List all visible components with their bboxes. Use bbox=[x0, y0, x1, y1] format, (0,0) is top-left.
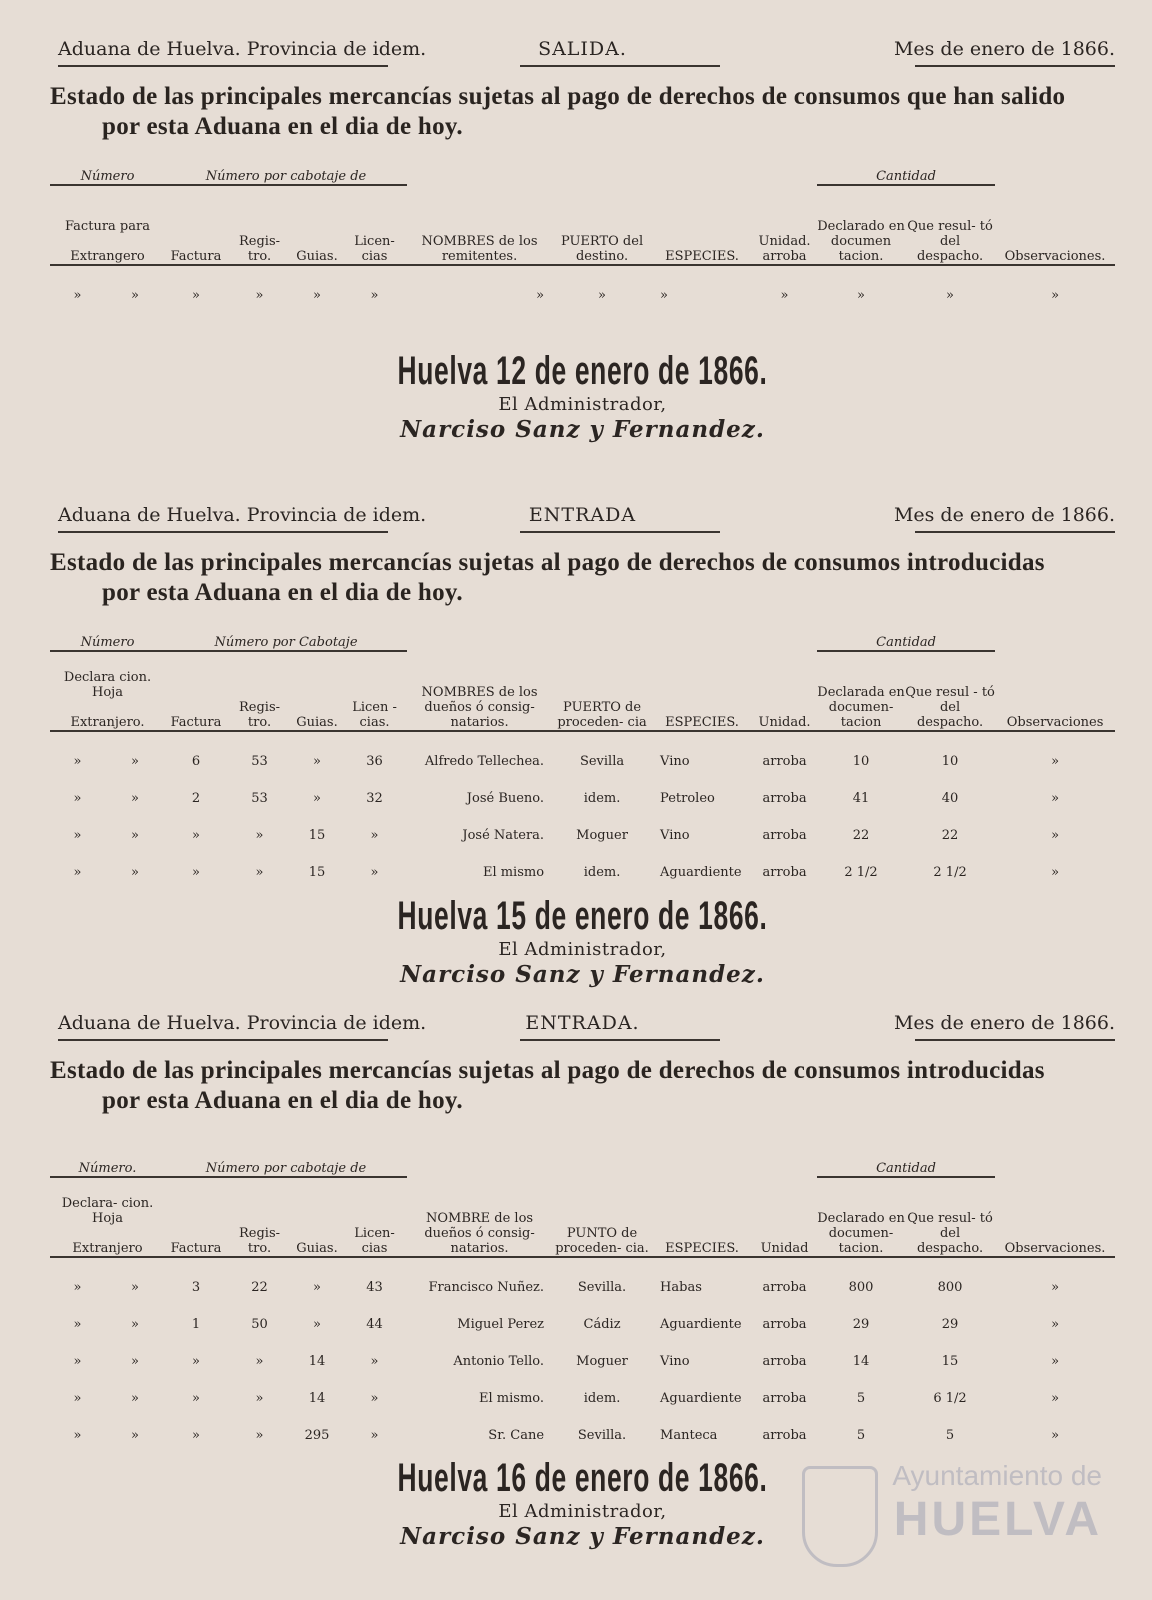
table-cell: 40 bbox=[941, 791, 959, 806]
table-cell: » bbox=[255, 1428, 264, 1443]
table-cell: » bbox=[73, 1391, 82, 1406]
table-cell: 41 bbox=[852, 791, 870, 806]
col-registro: Regis- tro. bbox=[227, 1177, 292, 1257]
header-right: Mes de enero de 1866. bbox=[893, 504, 1115, 526]
col-resulto: Que resul - tó del despacho. bbox=[905, 651, 995, 731]
table-cell: » bbox=[73, 1428, 82, 1443]
col-factura: Factura bbox=[165, 1177, 227, 1257]
group-cantidad: Cantidad bbox=[817, 1156, 995, 1177]
table-cell: 10 bbox=[941, 754, 959, 769]
group-cantidad: Cantidad bbox=[817, 630, 995, 651]
table-cell: » bbox=[73, 1280, 82, 1295]
table-cell: Cádiz bbox=[583, 1317, 621, 1332]
table-cell: Vino bbox=[660, 828, 690, 843]
table-cell: idem. bbox=[583, 1391, 621, 1406]
col-nombres: NOMBRE de los dueños ó consig- natarios. bbox=[407, 1177, 552, 1257]
table-cell: » bbox=[131, 1317, 139, 1332]
signature-block bbox=[50, 348, 1115, 444]
table-cell: 22 bbox=[852, 828, 870, 843]
table-row bbox=[50, 1332, 1115, 1369]
table-cell: » bbox=[370, 288, 379, 303]
header-center: ENTRADA bbox=[528, 504, 637, 526]
table-row bbox=[50, 265, 1115, 303]
table-cell: 14 bbox=[308, 1354, 326, 1369]
table-cell: Sevilla bbox=[579, 754, 625, 769]
table-cell: 14 bbox=[308, 1391, 326, 1406]
table-cell: » bbox=[946, 288, 955, 303]
table-cell: » bbox=[192, 865, 200, 880]
table-cell: » bbox=[313, 754, 321, 769]
table-cell: 295 bbox=[304, 1428, 330, 1443]
col-observaciones: Observaciones bbox=[995, 651, 1115, 731]
table-cell: 53 bbox=[251, 791, 268, 806]
table-cell: 50 bbox=[251, 1317, 268, 1332]
table-cell: Aguardiente bbox=[660, 1317, 742, 1332]
signature-name: Narciso Sanz y Fernandez. bbox=[400, 416, 765, 443]
group-cabotaje: Número por Cabotaje bbox=[165, 630, 407, 651]
col-puerto: PUNTO de proceden- cia. bbox=[552, 1177, 652, 1257]
title-line-1: Estado de las principales mercancías sujetas al pago de derechos de consumos introducidas bbox=[50, 1057, 1045, 1084]
col-extranjero: Factura para Extrangero bbox=[50, 185, 165, 265]
section-salida bbox=[50, 38, 1115, 303]
section-title bbox=[50, 82, 1115, 142]
table-cell: 22 bbox=[941, 828, 959, 843]
divider bbox=[520, 65, 720, 67]
table-cell: arroba bbox=[762, 1428, 807, 1443]
table-cell: » bbox=[73, 754, 82, 769]
col-declarado: Declarado en documen tacion. bbox=[817, 185, 905, 265]
table-cell: » bbox=[313, 1317, 321, 1332]
table-cell: » bbox=[192, 288, 200, 303]
table-cell: arroba bbox=[762, 1280, 807, 1295]
header-right: Mes de enero de 1866. bbox=[893, 38, 1115, 60]
section-title bbox=[50, 548, 1115, 608]
table-cell: arroba bbox=[762, 865, 807, 880]
table-cell: idem. bbox=[583, 865, 621, 880]
table-cell: » bbox=[131, 1354, 139, 1369]
col-guias: Guias. bbox=[292, 1177, 342, 1257]
table-cell: » bbox=[131, 865, 139, 880]
section-header bbox=[50, 38, 1115, 78]
table-cell: Francisco Nuñez. bbox=[428, 1280, 545, 1295]
watermark-line-1: Ayuntamiento de bbox=[892, 1460, 1102, 1491]
header-center: SALIDA. bbox=[538, 38, 627, 60]
crest-icon bbox=[802, 1466, 878, 1567]
table-cell: » bbox=[255, 828, 264, 843]
signature-date: Huelva 16 de enero de 1866. bbox=[397, 1456, 768, 1500]
table-cell: » bbox=[1051, 865, 1060, 880]
group-numero: Número bbox=[50, 630, 165, 651]
table-cell: Aguardiente bbox=[660, 1391, 742, 1406]
table-cell: 32 bbox=[366, 791, 383, 806]
table-cell: » bbox=[73, 791, 82, 806]
table-cell: 800 bbox=[937, 1280, 963, 1295]
table-cell: » bbox=[1051, 1391, 1060, 1406]
table-row bbox=[50, 1406, 1115, 1443]
table-cell: » bbox=[192, 828, 200, 843]
table-cell: » bbox=[370, 865, 379, 880]
table-cell: » bbox=[313, 1280, 321, 1295]
table-cell: 15 bbox=[308, 828, 326, 843]
table-cell: » bbox=[73, 1317, 82, 1332]
table-cell: » bbox=[1051, 828, 1060, 843]
table-cell: José Natera. bbox=[462, 828, 545, 843]
table-cell: » bbox=[598, 288, 607, 303]
col-extranjero: Declara cion. Hoja Extranjero. bbox=[50, 651, 165, 731]
table-cell: 6 1/2 bbox=[933, 1391, 967, 1406]
divider bbox=[58, 1039, 388, 1041]
table-cell: 53 bbox=[251, 754, 268, 769]
col-unidad: Unidad. bbox=[752, 651, 817, 731]
table-cell: » bbox=[255, 1391, 264, 1406]
table-cell: Alfredo Tellechea. bbox=[424, 754, 545, 769]
title-line-2: por esta Aduana en el dia de hoy. bbox=[102, 579, 463, 606]
signature-block bbox=[50, 893, 1115, 989]
signature-name: Narciso Sanz y Fernandez. bbox=[400, 961, 765, 988]
col-licencias: Licen - cias. bbox=[342, 651, 407, 731]
table-cell: arroba bbox=[762, 1354, 807, 1369]
col-guias: Guias. bbox=[292, 651, 342, 731]
table-cell: » bbox=[131, 828, 139, 843]
table-cell: José Bueno. bbox=[466, 791, 545, 806]
signature-role: El Administrador, bbox=[498, 394, 667, 415]
table-cell: El mismo bbox=[482, 865, 545, 880]
table-cell: » bbox=[1051, 754, 1060, 769]
table-cell: » bbox=[73, 1354, 82, 1369]
table-cell: Manteca bbox=[660, 1428, 718, 1443]
table-cell: Sr. Cane bbox=[488, 1428, 545, 1443]
col-especies: ESPECIES. bbox=[652, 651, 752, 731]
table-row bbox=[50, 1295, 1115, 1332]
table-cell: idem. bbox=[583, 791, 621, 806]
table-cell: 29 bbox=[852, 1317, 870, 1332]
divider bbox=[520, 1039, 720, 1041]
table-cell: 44 bbox=[366, 1317, 383, 1332]
title-line-2: por esta Aduana en el dia de hoy. bbox=[102, 1087, 463, 1114]
section-header bbox=[50, 504, 1115, 544]
table-cell: 5 bbox=[945, 1428, 955, 1443]
table-cell: » bbox=[131, 288, 139, 303]
table-cell: » bbox=[660, 288, 668, 303]
watermark bbox=[802, 1460, 1102, 1570]
table-cell: Vino bbox=[660, 1354, 690, 1369]
table-cell: » bbox=[1051, 1317, 1060, 1332]
table-cell: Miguel Perez bbox=[457, 1317, 545, 1332]
group-cabotaje: Número por cabotaje de bbox=[165, 1156, 407, 1177]
header-left: Aduana de Huelva. Provincia de idem. bbox=[58, 38, 427, 60]
table-row bbox=[50, 1257, 1115, 1295]
table-cell: » bbox=[1051, 791, 1060, 806]
col-unidad: Unidad bbox=[752, 1177, 817, 1257]
table-cell: 5 bbox=[856, 1428, 866, 1443]
table-cell: arroba bbox=[762, 828, 807, 843]
header-left: Aduana de Huelva. Provincia de idem. bbox=[58, 1012, 427, 1034]
table-cell: 2 1/2 bbox=[933, 865, 967, 880]
table-row bbox=[50, 843, 1115, 880]
col-observaciones: Observaciones. bbox=[995, 185, 1115, 265]
signature-role: El Administrador, bbox=[498, 1501, 667, 1522]
divider bbox=[915, 65, 1115, 67]
table-cell: 5 bbox=[856, 1391, 866, 1406]
table-cell: Sevilla. bbox=[577, 1280, 627, 1295]
col-nombres: NOMBRES de los remitentes. bbox=[407, 185, 552, 265]
col-unidad: Unidad. arroba bbox=[752, 185, 817, 265]
table-cell: » bbox=[131, 754, 139, 769]
divider bbox=[915, 1039, 1115, 1041]
divider bbox=[915, 531, 1115, 533]
col-guias: Guias. bbox=[292, 185, 342, 265]
table-cell: » bbox=[255, 288, 264, 303]
col-declarado: Declarada en documen- tacion bbox=[817, 651, 905, 731]
table-cell: 3 bbox=[191, 1280, 201, 1295]
table-cell: » bbox=[255, 1354, 264, 1369]
header-center: ENTRADA. bbox=[525, 1012, 640, 1034]
title-line-2: por esta Aduana en el dia de hoy. bbox=[102, 113, 463, 140]
col-registro: Regis- tro. bbox=[227, 185, 292, 265]
table-cell: Vino bbox=[660, 754, 690, 769]
group-numero: Número. bbox=[50, 1156, 165, 1177]
col-extranjero: Declara- cion. Hoja Extranjero bbox=[50, 1177, 165, 1257]
table-cell: » bbox=[192, 1354, 200, 1369]
col-factura: Factura bbox=[165, 651, 227, 731]
col-resulto: Que resul- tó del despacho. bbox=[905, 185, 995, 265]
table-cell: » bbox=[370, 828, 379, 843]
table-cell: » bbox=[131, 1391, 139, 1406]
col-observaciones: Observaciones. bbox=[995, 1177, 1115, 1257]
table-row bbox=[50, 1369, 1115, 1406]
section-header bbox=[50, 1012, 1115, 1052]
table-cell: » bbox=[131, 791, 139, 806]
table-cell: » bbox=[73, 828, 82, 843]
table-cell: » bbox=[780, 288, 789, 303]
table-cell: Petroleo bbox=[660, 791, 715, 806]
table-cell: » bbox=[857, 288, 866, 303]
table-cell: Moguer bbox=[576, 1354, 628, 1369]
group-numero: Número bbox=[50, 164, 165, 185]
merchandise-table bbox=[50, 1156, 1115, 1443]
col-especies: ESPECIES. bbox=[652, 185, 752, 265]
signature-role: El Administrador, bbox=[498, 939, 667, 960]
table-cell: » bbox=[73, 288, 82, 303]
table-cell: » bbox=[536, 288, 545, 303]
table-cell: » bbox=[370, 1354, 379, 1369]
table-row bbox=[50, 769, 1115, 806]
table-cell: 36 bbox=[366, 754, 383, 769]
table-cell: 15 bbox=[941, 1354, 959, 1369]
signature-date: Huelva 12 de enero de 1866. bbox=[397, 349, 768, 393]
col-especies: ESPECIES. bbox=[652, 1177, 752, 1257]
table-cell: » bbox=[255, 865, 264, 880]
header-right: Mes de enero de 1866. bbox=[893, 1012, 1115, 1034]
table-cell: 15 bbox=[308, 865, 326, 880]
col-factura: Factura bbox=[165, 185, 227, 265]
section-entrada-1 bbox=[50, 504, 1115, 880]
table-cell: 800 bbox=[848, 1280, 874, 1295]
table-cell: 29 bbox=[941, 1317, 959, 1332]
table-cell: » bbox=[313, 791, 321, 806]
divider bbox=[58, 65, 388, 67]
table-cell: Moguer bbox=[576, 828, 628, 843]
title-line-1: Estado de las principales mercancías sujetas al pago de derechos de consumos que han salido bbox=[50, 83, 1066, 110]
col-nombres: NOMBRES de los dueños ó consig- natarios. bbox=[407, 651, 552, 731]
table-cell: 2 bbox=[191, 791, 201, 806]
table-cell: arroba bbox=[762, 1317, 807, 1332]
col-puerto: PUERTO de proceden- cia bbox=[552, 651, 652, 731]
col-registro: Regis- tro. bbox=[227, 651, 292, 731]
table-row bbox=[50, 731, 1115, 769]
table-cell: 22 bbox=[251, 1280, 268, 1295]
signature-date: Huelva 15 de enero de 1866. bbox=[397, 894, 768, 938]
table-cell: 1 bbox=[191, 1317, 201, 1332]
group-cantidad: Cantidad bbox=[817, 164, 995, 185]
table-cell: 6 bbox=[191, 754, 201, 769]
table-cell: Antonio Tello. bbox=[453, 1354, 545, 1369]
col-puerto: PUERTO del destino. bbox=[552, 185, 652, 265]
table-cell: » bbox=[131, 1280, 139, 1295]
title-line-1: Estado de las principales mercancías sujetas al pago de derechos de consumos introducidas bbox=[50, 549, 1045, 576]
section-entrada-2 bbox=[50, 1012, 1115, 1443]
table-cell: » bbox=[131, 1428, 139, 1443]
table-cell: » bbox=[1051, 1280, 1060, 1295]
divider bbox=[520, 531, 720, 533]
table-cell: arroba bbox=[762, 1391, 807, 1406]
table-cell: » bbox=[370, 1391, 379, 1406]
col-licencias: Licen- cias bbox=[342, 1177, 407, 1257]
table-cell: » bbox=[1051, 288, 1060, 303]
merchandise-table bbox=[50, 164, 1115, 303]
divider bbox=[58, 531, 388, 533]
table-cell: 43 bbox=[366, 1280, 383, 1295]
table-cell: » bbox=[1051, 1428, 1060, 1443]
table-cell: 2 1/2 bbox=[844, 865, 878, 880]
table-cell: » bbox=[192, 1428, 200, 1443]
table-cell: 10 bbox=[852, 754, 870, 769]
table-cell: » bbox=[1051, 1354, 1060, 1369]
table-cell: El mismo. bbox=[479, 1391, 545, 1406]
group-cabotaje: Número por cabotaje de bbox=[165, 164, 407, 185]
table-cell: arroba bbox=[762, 791, 807, 806]
table-cell: » bbox=[313, 288, 321, 303]
table-cell: Sevilla. bbox=[577, 1428, 627, 1443]
table-cell: » bbox=[370, 1428, 379, 1443]
table-row bbox=[50, 806, 1115, 843]
table-cell: arroba bbox=[762, 754, 807, 769]
merchandise-table bbox=[50, 630, 1115, 880]
signature-name: Narciso Sanz y Fernandez. bbox=[400, 1523, 765, 1550]
table-cell: Habas bbox=[660, 1280, 702, 1295]
col-declarado: Declarado en documen- tacion. bbox=[817, 1177, 905, 1257]
watermark-line-2: HUELVA bbox=[893, 1493, 1102, 1546]
col-resulto: Que resul- tó del despacho. bbox=[905, 1177, 995, 1257]
table-cell: Aguardiente bbox=[660, 865, 742, 880]
table-cell: 14 bbox=[852, 1354, 870, 1369]
col-licencias: Licen- cias bbox=[342, 185, 407, 265]
table-cell: » bbox=[73, 865, 82, 880]
header-left: Aduana de Huelva. Provincia de idem. bbox=[58, 504, 427, 526]
section-title bbox=[50, 1056, 1115, 1116]
table-cell: » bbox=[192, 1391, 200, 1406]
